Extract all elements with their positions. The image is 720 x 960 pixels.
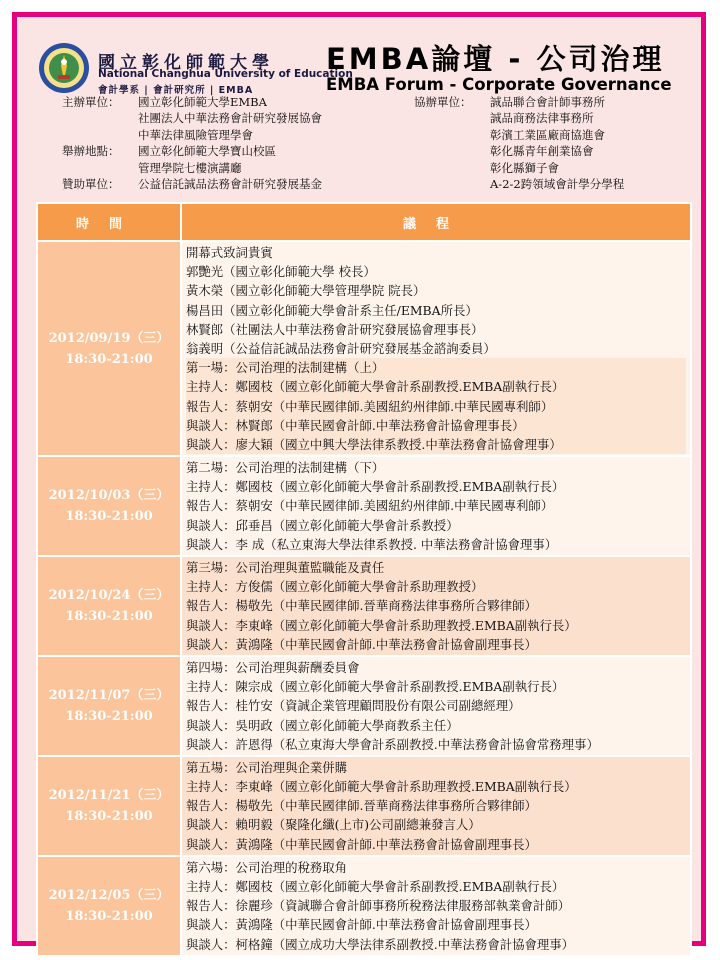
sponsor-label: 贊助單位：: [62, 177, 120, 192]
program-line: 報告人：楊敬先（中華民國律師.晉華商務法律事務所合夥律師）: [186, 798, 537, 814]
program-line: 報告人：桂竹安（資誠企業管理顧問股份有限公司副總經理）: [186, 698, 521, 714]
program-line: 第三場：公司治理與董監職能及責任: [186, 560, 385, 575]
program-line: 林賢郎（社團法人中華法務會計研究發展協會理事長）: [186, 321, 484, 337]
program-line: 與談人：黃鴻隆（中華民國會計師.中華法務會計協會副理事長）: [186, 836, 537, 852]
session-time: 18:30-21:00: [65, 708, 153, 724]
session-date: 2012/11/07（三）: [48, 687, 170, 703]
schedule-header-row: [37, 203, 691, 241]
program-line: 主持人：李東峰（國立彰化師範大學會計系助理教授.EMBA副執行長）: [186, 779, 577, 795]
session-row: [37, 241, 691, 456]
session-time: 18:30-21:00: [65, 808, 153, 824]
program-line: 與談人：黃鴻隆（中華民國會計師.中華法務會計協會副理事長）: [186, 917, 537, 933]
session-datetime: [37, 556, 181, 656]
program-line: 報告人：徐麗珍（資誠聯合會計師事務所稅務法律服務部執業會計師）: [186, 898, 571, 914]
session-row: [37, 556, 691, 656]
schedule-table: [36, 202, 692, 957]
program-line: 開幕式致詞貴賓: [186, 245, 273, 260]
session-row: [37, 856, 691, 956]
co-organizer-item: 誠品商務法律事務所: [490, 111, 594, 126]
session-time: 18:30-21:00: [65, 509, 153, 525]
session-date: 2012/12/05（三）: [48, 887, 170, 903]
session-datetime: [37, 856, 181, 956]
organizer-item: 中華法律風險管理學會: [138, 127, 253, 142]
session-program: [181, 756, 691, 856]
session-time: 18:30-21:00: [65, 908, 153, 924]
session-date: 2012/11/21（三）: [48, 787, 170, 803]
session-row: [37, 656, 691, 756]
organizer-label: 主辦單位：: [62, 95, 120, 109]
venue-label: 舉辦地點：: [62, 144, 120, 159]
page-title-cn: EMBA論壇 - 公司治理: [326, 42, 665, 76]
session-program: [181, 556, 691, 656]
session-date: 2012/09/19（三）: [48, 330, 170, 346]
organizer-item: 社團法人中華法務會計研究發展協會: [138, 111, 322, 126]
session-datetime: [37, 456, 181, 556]
session-date: 2012/10/24（三）: [48, 587, 170, 603]
co-organizer-item: 彰化縣青年創業協會: [490, 144, 594, 159]
program-line: 第五場：公司治理與企業併購: [186, 759, 348, 775]
program-line: 報告人：蔡朝安（中華民國律師.美國紐約州律師.中華民國專利師）: [186, 397, 686, 416]
page-title-en: EMBA Forum - Corporate Governance: [326, 75, 672, 94]
program-line: 第二場：公司治理的法制建構（下）: [186, 460, 385, 476]
program-line: 與談人：賴明毅（聚隆化纖(上市)公司副總兼發言人）: [186, 817, 481, 833]
program-line: 報告人：楊敬先（中華民國律師.晉華商務法律事務所合夥律師）: [186, 598, 537, 614]
co-organizer-item: 彰化縣獅子會: [490, 160, 559, 175]
session-datetime: [37, 241, 181, 456]
session-row: [37, 456, 691, 556]
program-line: 第一場：公司治理的法制建構（上）: [186, 358, 686, 377]
venue-item: 國立彰化師範大學寶山校區: [138, 144, 276, 159]
university-seal-icon: [38, 42, 90, 94]
program-line: 報告人：蔡朝安（中華民國律師.美國紐約州律師.中華民國專利師）: [186, 498, 554, 514]
co-organizer-label: 協辦單位：: [414, 95, 472, 109]
program-line: 黃木榮（國立彰化師範大學管理學院 院長）: [186, 283, 426, 299]
program-line: 主持人：鄭國枝（國立彰化師範大學會計系副教授.EMBA副執行長）: [186, 377, 686, 396]
program-line: 主持人：鄭國枝（國立彰化師範大學會計系副教授.EMBA副執行長）: [186, 879, 565, 894]
university-name-cn: 國立彰化師範大學: [98, 53, 274, 73]
session-program: [181, 856, 691, 956]
program-column-header: 議程: [181, 203, 691, 241]
program-line: 主持人：陳宗成（國立彰化師範大學會計系副教授.EMBA副執行長）: [186, 679, 565, 695]
co-organizer-item: A-2-2跨領域會計學分學程: [490, 177, 625, 192]
session-program: [181, 456, 691, 556]
session-program: [181, 241, 691, 456]
program-line: 與談人：林賢郎（中華民國會計師.中華法務會計協會理事長）: [186, 416, 686, 435]
department-line: 會計學系 | 會計研究所 | EMBA: [98, 85, 254, 96]
co-organizer-item: 誠品聯合會計師事務所: [490, 95, 605, 109]
session-time: 18:30-21:00: [65, 351, 153, 367]
session-datetime: [37, 656, 181, 756]
organizer-block: [62, 94, 322, 192]
sponsor-item: 公益信託誠品法務會計研究發展基金: [138, 177, 322, 192]
university-name-en: National Changhua University of Education: [98, 68, 353, 80]
program-line: 與談人：廖大穎（國立中興大學法律系教授.中華法務會計協會理事）: [186, 435, 686, 454]
co-organizer-item: 彰濱工業區廠商協進會: [490, 127, 605, 142]
program-line: 主持人：方俊儒（國立彰化師範大學會計系助理教授）: [186, 579, 484, 595]
program-line: 與談人：黃鴻隆（中華民國會計師.中華法務會計協會副理事長）: [186, 636, 537, 652]
session-date: 2012/10/03（三）: [48, 488, 170, 504]
session-time: 18:30-21:00: [65, 608, 153, 624]
program-line: 與談人：柯格鐘（國立成功大學法律系副教授.中華法務會計協會理事）: [186, 936, 575, 952]
time-column-header: 時間: [37, 203, 181, 241]
program-line: 與談人：吳明政（國立彰化師範大學商教系主任）: [186, 717, 459, 733]
organizer-item: 國立彰化師範大學EMBA: [138, 95, 267, 109]
program-line: 與談人：邱垂昌（國立彰化師範大學會計系教授）: [186, 517, 459, 533]
program-line: 郭艷光（國立彰化師範大學 校長）: [186, 264, 376, 280]
program-line: 第四場：公司治理與薪酬委員會: [186, 659, 360, 675]
co-organizer-block: [414, 94, 624, 192]
session-program: [181, 656, 691, 756]
program-line: 與談人：李東峰（國立彰化師範大學會計系助理教授.EMBA副執行長）: [186, 617, 577, 633]
session-datetime: [37, 756, 181, 856]
poster-header: [20, 20, 696, 100]
program-line: 主持人：鄭國枝（國立彰化師範大學會計系副教授.EMBA副執行長）: [186, 479, 565, 495]
program-line: 楊昌田（國立彰化師範大學會計系主任/EMBA所長）: [186, 302, 478, 318]
venue-item: 管理學院七樓演講廳: [138, 160, 242, 175]
program-line: 翁義明（公益信託誠品法務會計研究發展基金諮詢委員）: [186, 340, 496, 356]
session-row: [37, 756, 691, 856]
program-line: 與談人：許恩得（私立東海大學會計系副教授.中華法務會計協會常務理事）: [186, 736, 599, 752]
program-line: 與談人：李 成（私立東海大學法律系教授. 中華法務會計協會理事）: [186, 536, 558, 552]
program-line: 第六場：公司治理的稅務取角: [186, 859, 348, 875]
